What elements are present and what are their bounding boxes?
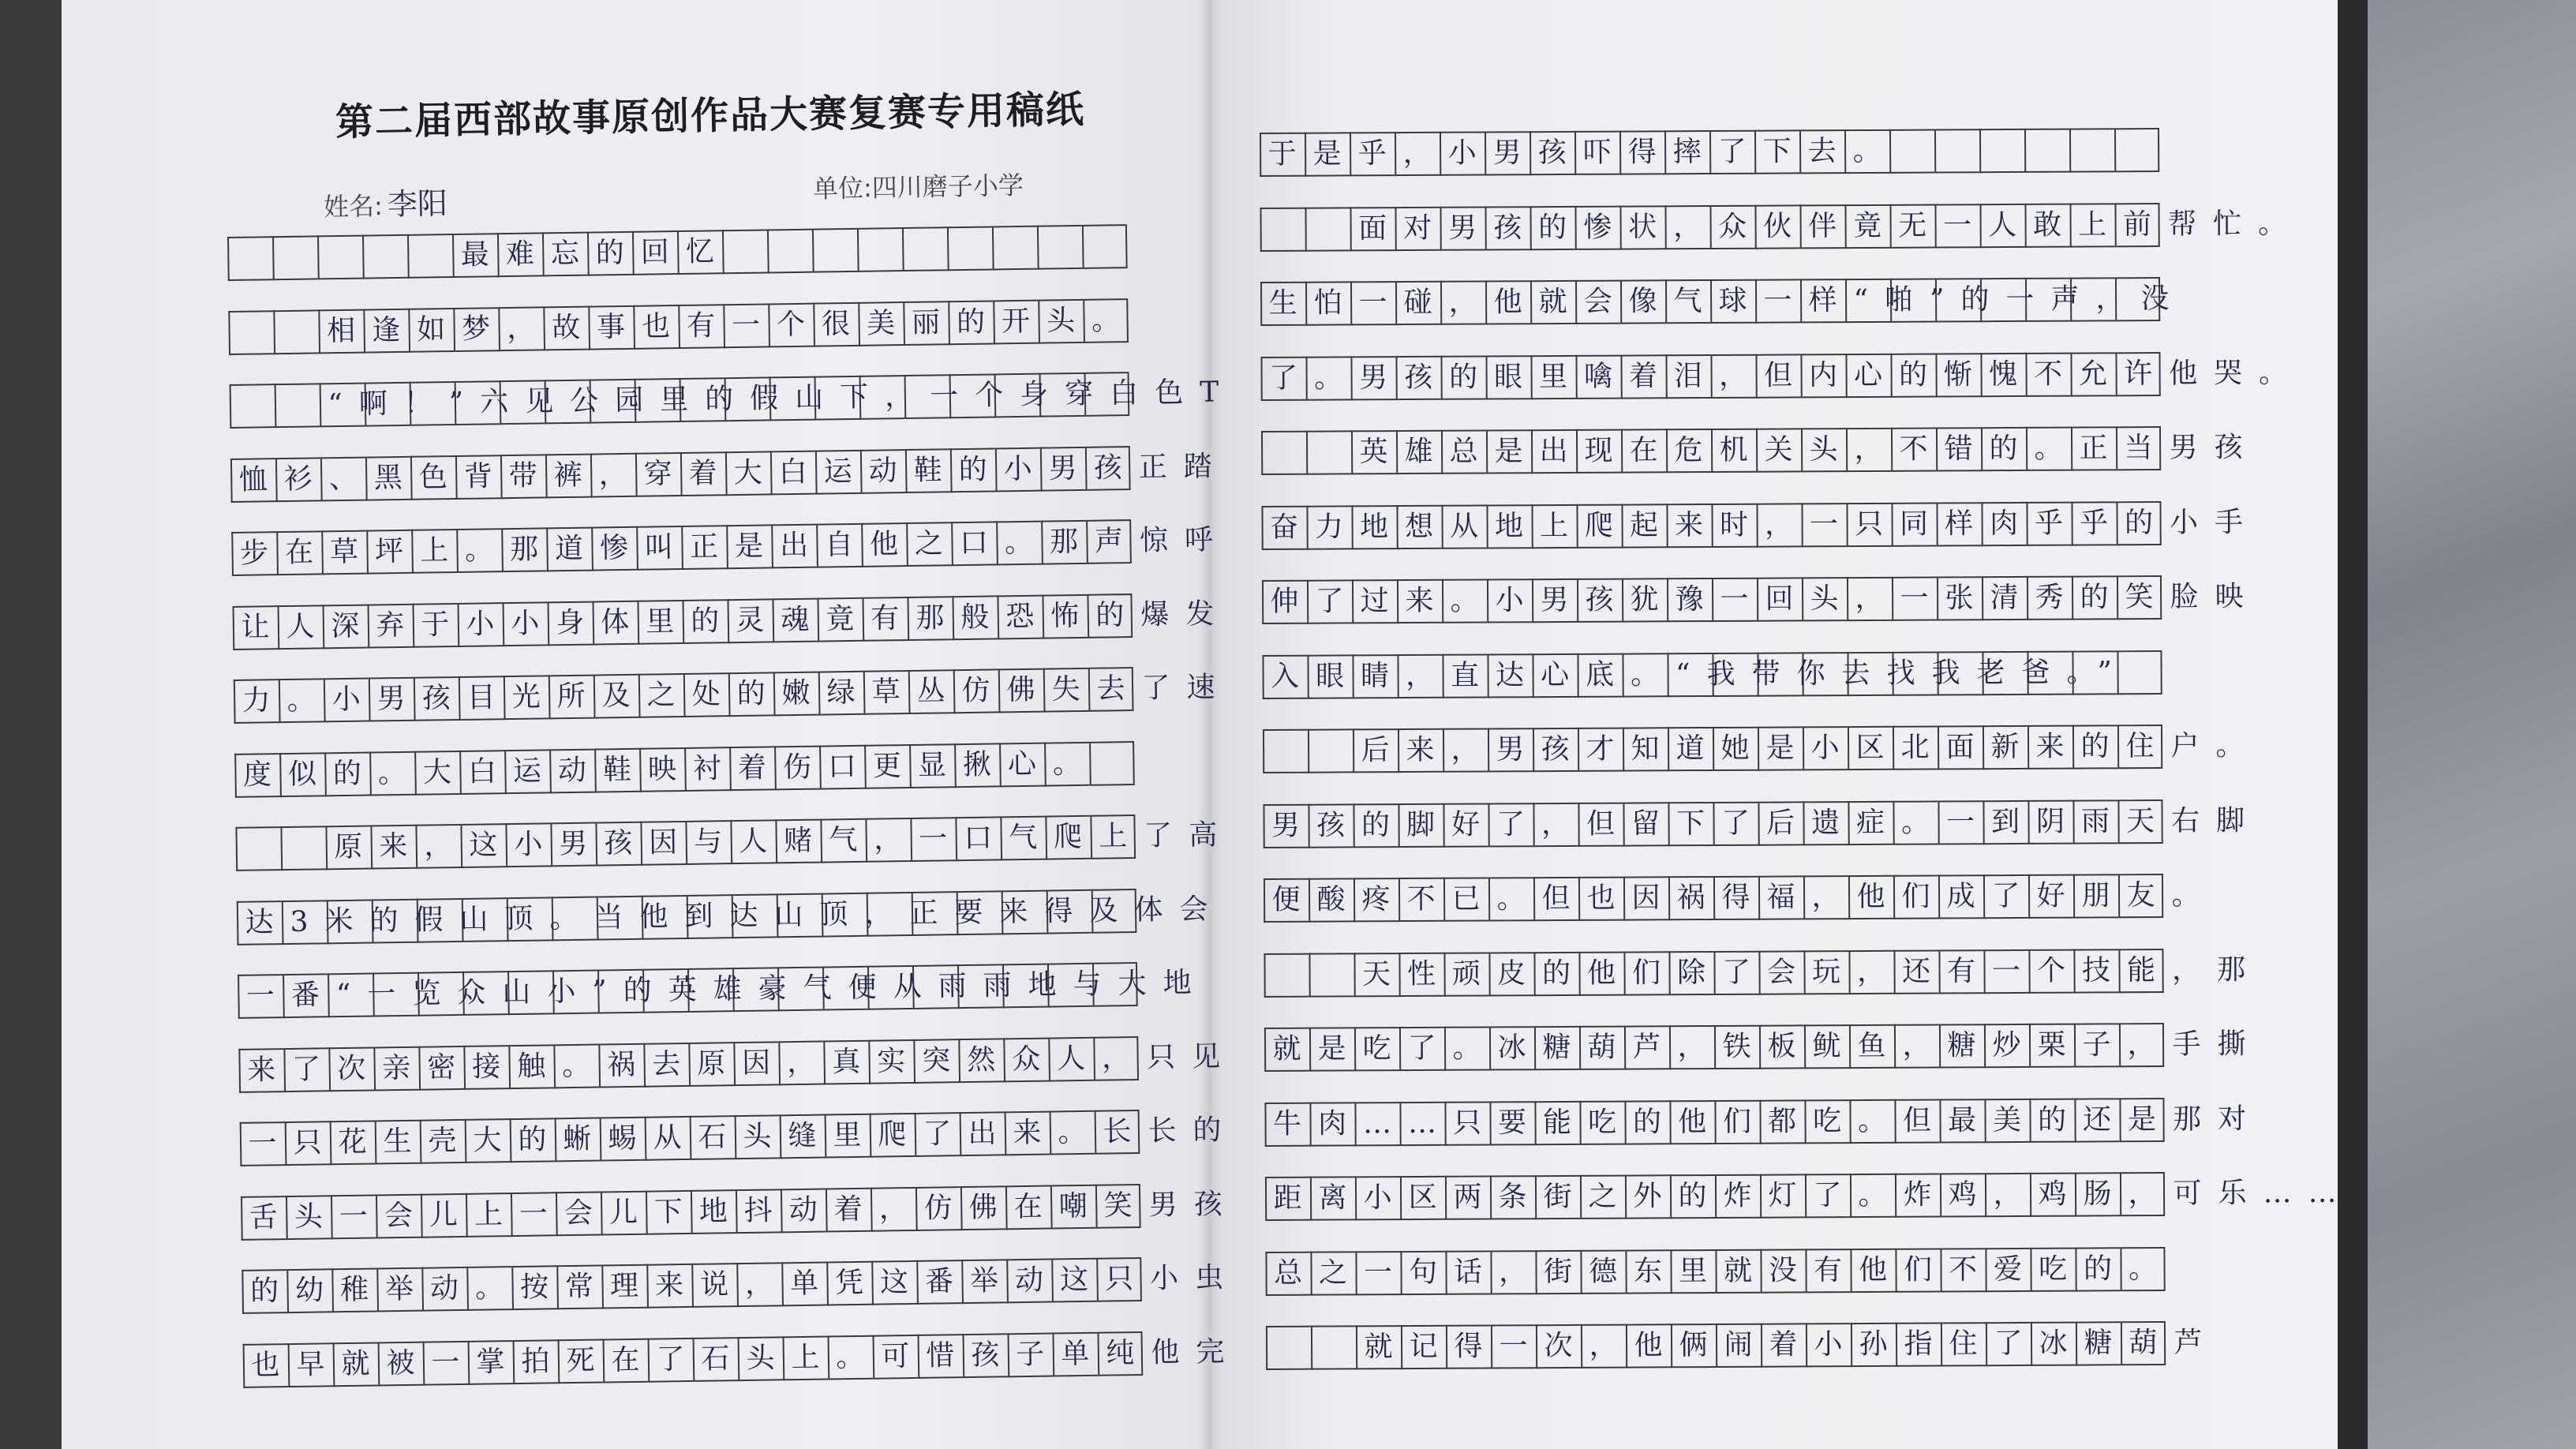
grid-cell: [992, 226, 1038, 271]
handwritten-line: 相逢如梦，故事也有一个很美丽的开头。: [236, 303, 1137, 349]
handwritten-line: 奋力地想从地上爬起来时，一只同样肉乎乎的小手: [1270, 505, 2260, 544]
grid-row: [1263, 724, 2261, 773]
handwritten-line: 一只花生壳大的蜥蜴从石头缝里爬了出来。长长的: [248, 1114, 1238, 1160]
name-label: 姓名:: [323, 191, 384, 223]
handwritten-line: “啊！”六见公园里的假山下，一个身穿白色T: [238, 376, 1236, 422]
handwritten-line: 便酸疼不已。但也因祸得福，他们成了好朋友。: [1271, 878, 2217, 916]
unit-label: 单位:: [812, 173, 873, 204]
handwritten-line: 天性顽皮的他们除了会玩，还有一个技能，那: [1271, 953, 2263, 991]
handwritten-line: 伸了过来。小男孩犹豫一回头，一张清秀的笑脸映: [1270, 580, 2260, 618]
grid-cell: [947, 226, 993, 271]
grid-row: [1261, 426, 2260, 475]
grid-row: [1264, 1098, 2263, 1147]
grid-cell: [857, 227, 903, 272]
grid-cell: [2069, 128, 2114, 172]
grid-row: [1263, 799, 2262, 848]
handwritten-line: 让人深弃于小小身体里的灵魂竟有那般恐怖的爆发: [241, 597, 1231, 644]
name-field: [324, 179, 448, 225]
handwritten-line: 原来，这小男孩因与人赌气，一口气爬上了高: [244, 818, 1234, 865]
handwritten-line: 就是吃了。冰糖葫芦，铁板鱿鱼，糖炒栗子，手撕: [1272, 1028, 2263, 1065]
manuscript-title: 第二届西部故事原创作品大赛复赛专用稿纸: [335, 87, 1086, 145]
grid-row: [1265, 1247, 2174, 1296]
grid-row: [1261, 501, 2260, 550]
grid-row: [1264, 949, 2263, 998]
grid-cell: [767, 229, 813, 274]
handwritten-line: 后来，男孩才知道她是小区北面新来的住户。: [1271, 729, 2261, 767]
handwritten-line: 牛肉……只要能吃的他们都吃。但最美的还是那对: [1272, 1102, 2263, 1140]
name-value: 李阳: [387, 185, 448, 222]
handwritten-line: 一番“一览众山小”的英雄豪气便从雨雨地与大地: [245, 966, 1208, 1013]
handwritten-line: 英雄总是出现在危机关头，不错的。正当男孩: [1269, 431, 2260, 469]
grid-cell: [1082, 224, 1128, 269]
handwritten-line: 就记得一次，他俩闹着小孙指住了冰糖葫芦: [1274, 1326, 2219, 1364]
grid-row: [1260, 203, 2304, 252]
handwritten-line: 最难忘的回忆: [235, 235, 732, 275]
grid-cell: [902, 227, 948, 271]
grid-cell: [1979, 129, 2024, 173]
handwritten-line: 男孩的脚好了，但留下了后遗症。一到阴雨天右脚: [1271, 803, 2262, 842]
handwritten-line: 舌头一会儿上一会儿下地抖动着，仿佛在嘲笑男孩: [249, 1187, 1240, 1234]
handwritten-line: 距离小区两条街之外的炸灯了。炸鸡，鸡肠，可乐……: [1273, 1176, 2353, 1215]
unit-value: 四川磨子小学: [871, 170, 1024, 204]
grid-row: [1266, 1321, 2219, 1370]
grid-cell: [2024, 129, 2069, 173]
handwritten-line: 来了次亲密接触。祸去原因，真实突然众人，只见: [246, 1039, 1237, 1087]
handwritten-line: 面对男孩的惨状，众伙伴竟无一人敢上前帮忙。: [1268, 207, 2304, 245]
handwritten-line: 总之一句话，街德东里就没有他们不爱吃的。: [1273, 1252, 2174, 1290]
handwritten-line: 度似的。大白运动鞋映衬着伤口更显揪心。: [242, 747, 1099, 792]
grid-row: [1262, 650, 2162, 699]
unit-field: [813, 166, 1024, 206]
grid-cell: [1934, 129, 1979, 173]
handwritten-line: 的幼稚举动。按常理来说，单凭这番举动这只小虫: [249, 1261, 1241, 1308]
grid-row: [1265, 1172, 2353, 1221]
handwritten-line: 也早就被一掌拍死在了石头上。可惜孩子单纯他完: [251, 1335, 1241, 1382]
handwritten-line: 达3米的假山顶。当他到达山顶，正要来得及体会: [245, 892, 1225, 939]
grid-row: [1260, 352, 2305, 401]
grid-cell: [2114, 128, 2159, 172]
grid-row: [1264, 874, 2217, 923]
handwritten-line: 力。小男孩目光所及之处的嫩绿草丛仿佛失去了速: [242, 671, 1232, 717]
grid-row: [1264, 1023, 2263, 1072]
grid-cell: [1037, 225, 1083, 270]
page-fold: [1198, 0, 1220, 1449]
grid-row: [1260, 277, 2186, 326]
handwritten-line: 于是乎，小男孩吓得摔了下去。: [1267, 134, 1898, 170]
marble-background: [2352, 0, 2576, 1449]
handwritten-line: 恤衫、黑色背带裤，穿着大白运动鞋的小男孩正踏: [238, 449, 1229, 496]
handwritten-line: 入眼睛，直达心底。“我带你去找我老爸。”: [1271, 655, 2129, 693]
handwritten-line: 了。男孩的眼里噙着泪，但内心的惭愧不允许他哭。: [1269, 356, 2305, 395]
grid-row: [1260, 128, 2159, 177]
handwritten-line: 步在草坪上。那道惨叫正是出自他之口。那声惊呼: [239, 523, 1230, 570]
handwritten-line: 生怕一碰，他就会像气球一样“啪”的一声，没: [1268, 282, 2186, 320]
grid-row: [1262, 575, 2260, 624]
grid-cell: [812, 228, 858, 273]
